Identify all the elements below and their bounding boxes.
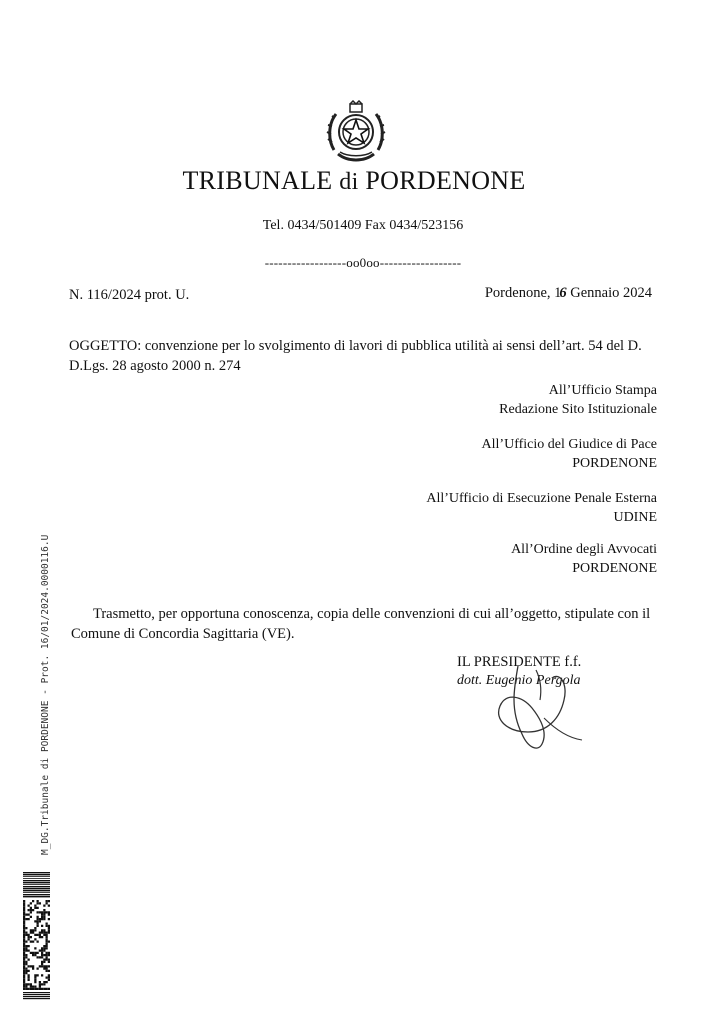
italian-republic-emblem-icon [326, 100, 386, 164]
recipient-esecuzione-penale [426, 489, 657, 527]
body-paragraph: Trasmetto, per opportuna conoscenza, copia delle convenzioni di cui all’oggetto, stipulate con il Comune di Concordia Sagittaria (VE). [71, 606, 651, 642]
date-day-handwritten: 6 [559, 285, 567, 301]
recipient-line-1: All’Ufficio del Giudice di Pace [481, 437, 657, 452]
recipient-ufficio-stampa [499, 381, 657, 419]
protocol-number: N. 116/2024 prot. U. [69, 287, 190, 303]
title-di: di [339, 169, 359, 195]
subject-line-1: OGGETTO: convenzione per lo svolgimento di lavori di pubblica utilità ai sensi dell’art. 54 del D. [69, 338, 642, 354]
handwritten-signature [448, 648, 608, 758]
date-rest: Gennaio 2024 [566, 285, 652, 301]
signer-role: IL PRESIDENTE f.f. [457, 654, 582, 670]
recipient-line-1: All’Ordine degli Avvocati [511, 542, 657, 557]
signer-name: dott. Eugenio Pergola [457, 673, 581, 688]
recipient-giudice-di-pace [482, 435, 657, 473]
recipient-line-2: PORDENONE [572, 456, 657, 471]
recipient-line-2: UDINE [613, 510, 657, 525]
date-line [485, 285, 652, 302]
subject [69, 336, 659, 376]
header-divider: ------------------oo0oo------------------ [264, 255, 462, 270]
recipient-line-2: PORDENONE [572, 561, 657, 576]
datamatrix-barcode-icon [23, 872, 50, 1000]
recipient-line-1: All’Ufficio di Esecuzione Penale Esterna [426, 491, 657, 506]
title-main: TRIBUNALE [182, 166, 333, 195]
recipient-ordine-avvocati [511, 540, 657, 578]
date-place: Pordenone, 1 [484, 285, 562, 301]
subject-line-2: D.Lgs. 28 agosto 2000 n. 274 [69, 358, 241, 374]
recipient-line-2: Redazione Sito Istituzionale [499, 402, 657, 417]
contact-numbers: Tel. 0434/501409 Fax 0434/523156 [262, 218, 464, 233]
court-title [0, 166, 708, 196]
recipient-line-1: All’Ufficio Stampa [548, 383, 657, 398]
title-city: PORDENONE [365, 166, 526, 195]
margin-stamp-text: M_DG.Tribunale di PORDENONE - Prot. 16/01/2024.0000116.U [40, 534, 51, 855]
